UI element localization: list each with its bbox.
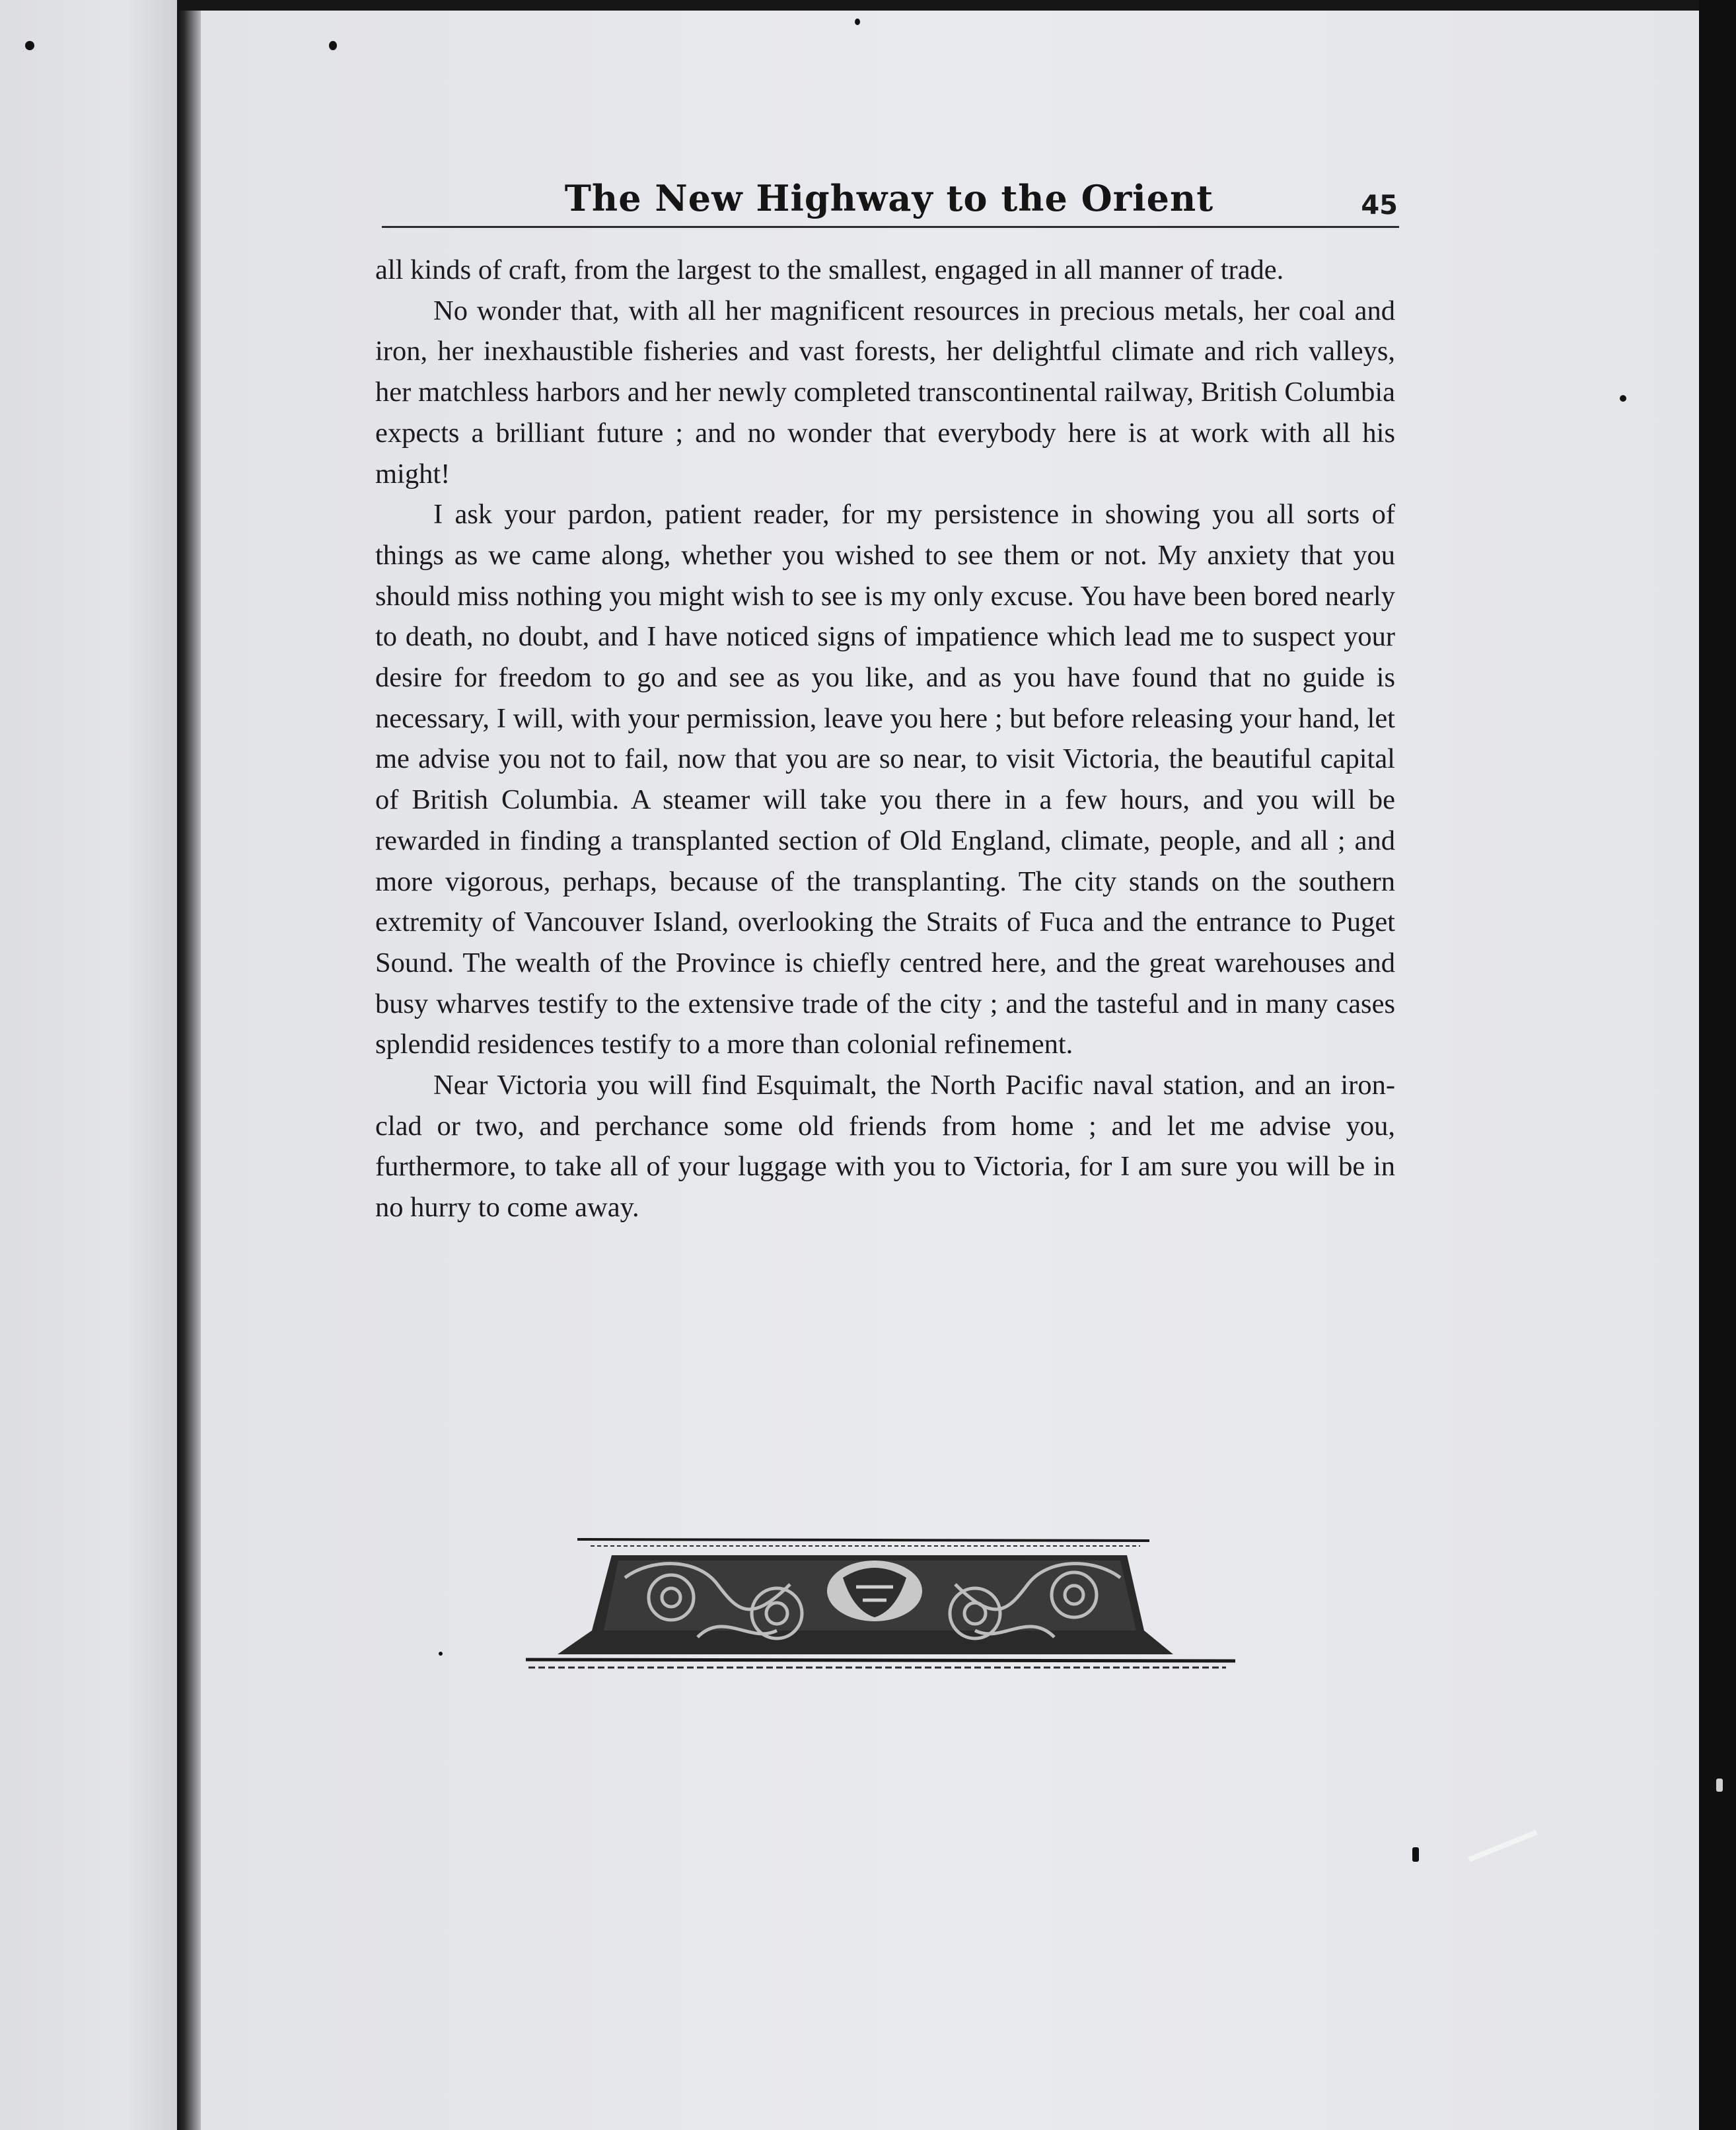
scan-speck [1716,1779,1723,1792]
scan-speck [439,1652,443,1656]
scan-speck [1620,395,1626,402]
body-text [375,250,1395,1228]
paragraph-3: I ask your pardon, patient reader, for my persistence in showing you all sorts of things as we came along, whether you wished to see them or not. My anxiety that you should miss nothing you might wish to see is my only excuse. You have been bored nearly to death, no doubt, and I have noticed signs of impatience which lead me to suspect your desire for freedom to go and see as you like, and as you have found that no guide is necessary, I will, with your permission, leave you here ; but before releasing your hand, let me advise you not to fail, now that you are so near, to visit Victoria, the beautiful capital of British Columbia. A steamer will take you there in a few hours, and you will be rewarded in finding a transplanted section of Old England, climate, people, and all ; and more vigorous, perhaps, because of the transplanting. The city stands on the southern extremity of Vancouver Island, overlooking the Straits of Fuca and the entrance to Puget Sound. The wealth of the Province is chiefly centred here, and the great warehouses and busy wharves testify to the extensive trade of the city ; and the tasteful and in many cases splendid residences testify to a more than colonial refinement. [375,499,1395,1060]
facing-page-edge [0,0,177,2130]
page-number: 45 [1361,190,1398,221]
paragraph-4: Near Victoria you will find Esquimalt, the North Pacific naval station, and an iron-clad or two, and perchance some old friends from home ; and let me advise you, furthermore, to take all of your luggage with you to Victoria, for I am sure you will be in no hurry to come away. [375,1070,1395,1224]
scan-speck [329,41,337,50]
paragraph-2: No wonder that, with all her magnificent resources in precious metals, her coal and iron, her inexhaustible fisheries and vast forests, her delightful climate and rich valleys, her matchless harbors and her newly completed transcontinental railway, British Columbia expects a brilliant future ; and no wonder that everybody here is at work with all his might! [375,295,1395,490]
paragraph-1: all kinds of craft, from the largest to the smallest, engaged in all manner of trade. [375,254,1284,285]
book-gutter [177,0,201,2130]
running-title: The New Highway to the Orient [564,177,1214,219]
scrollwork-tailpiece-icon [526,1531,1235,1678]
right-scan-edge [1699,0,1736,2130]
scan-speck [25,41,34,50]
top-scan-edge [177,0,1736,11]
running-head [382,170,1396,230]
header-rule [382,226,1399,228]
scan-speck [855,18,860,25]
scan-speck [1412,1847,1419,1862]
